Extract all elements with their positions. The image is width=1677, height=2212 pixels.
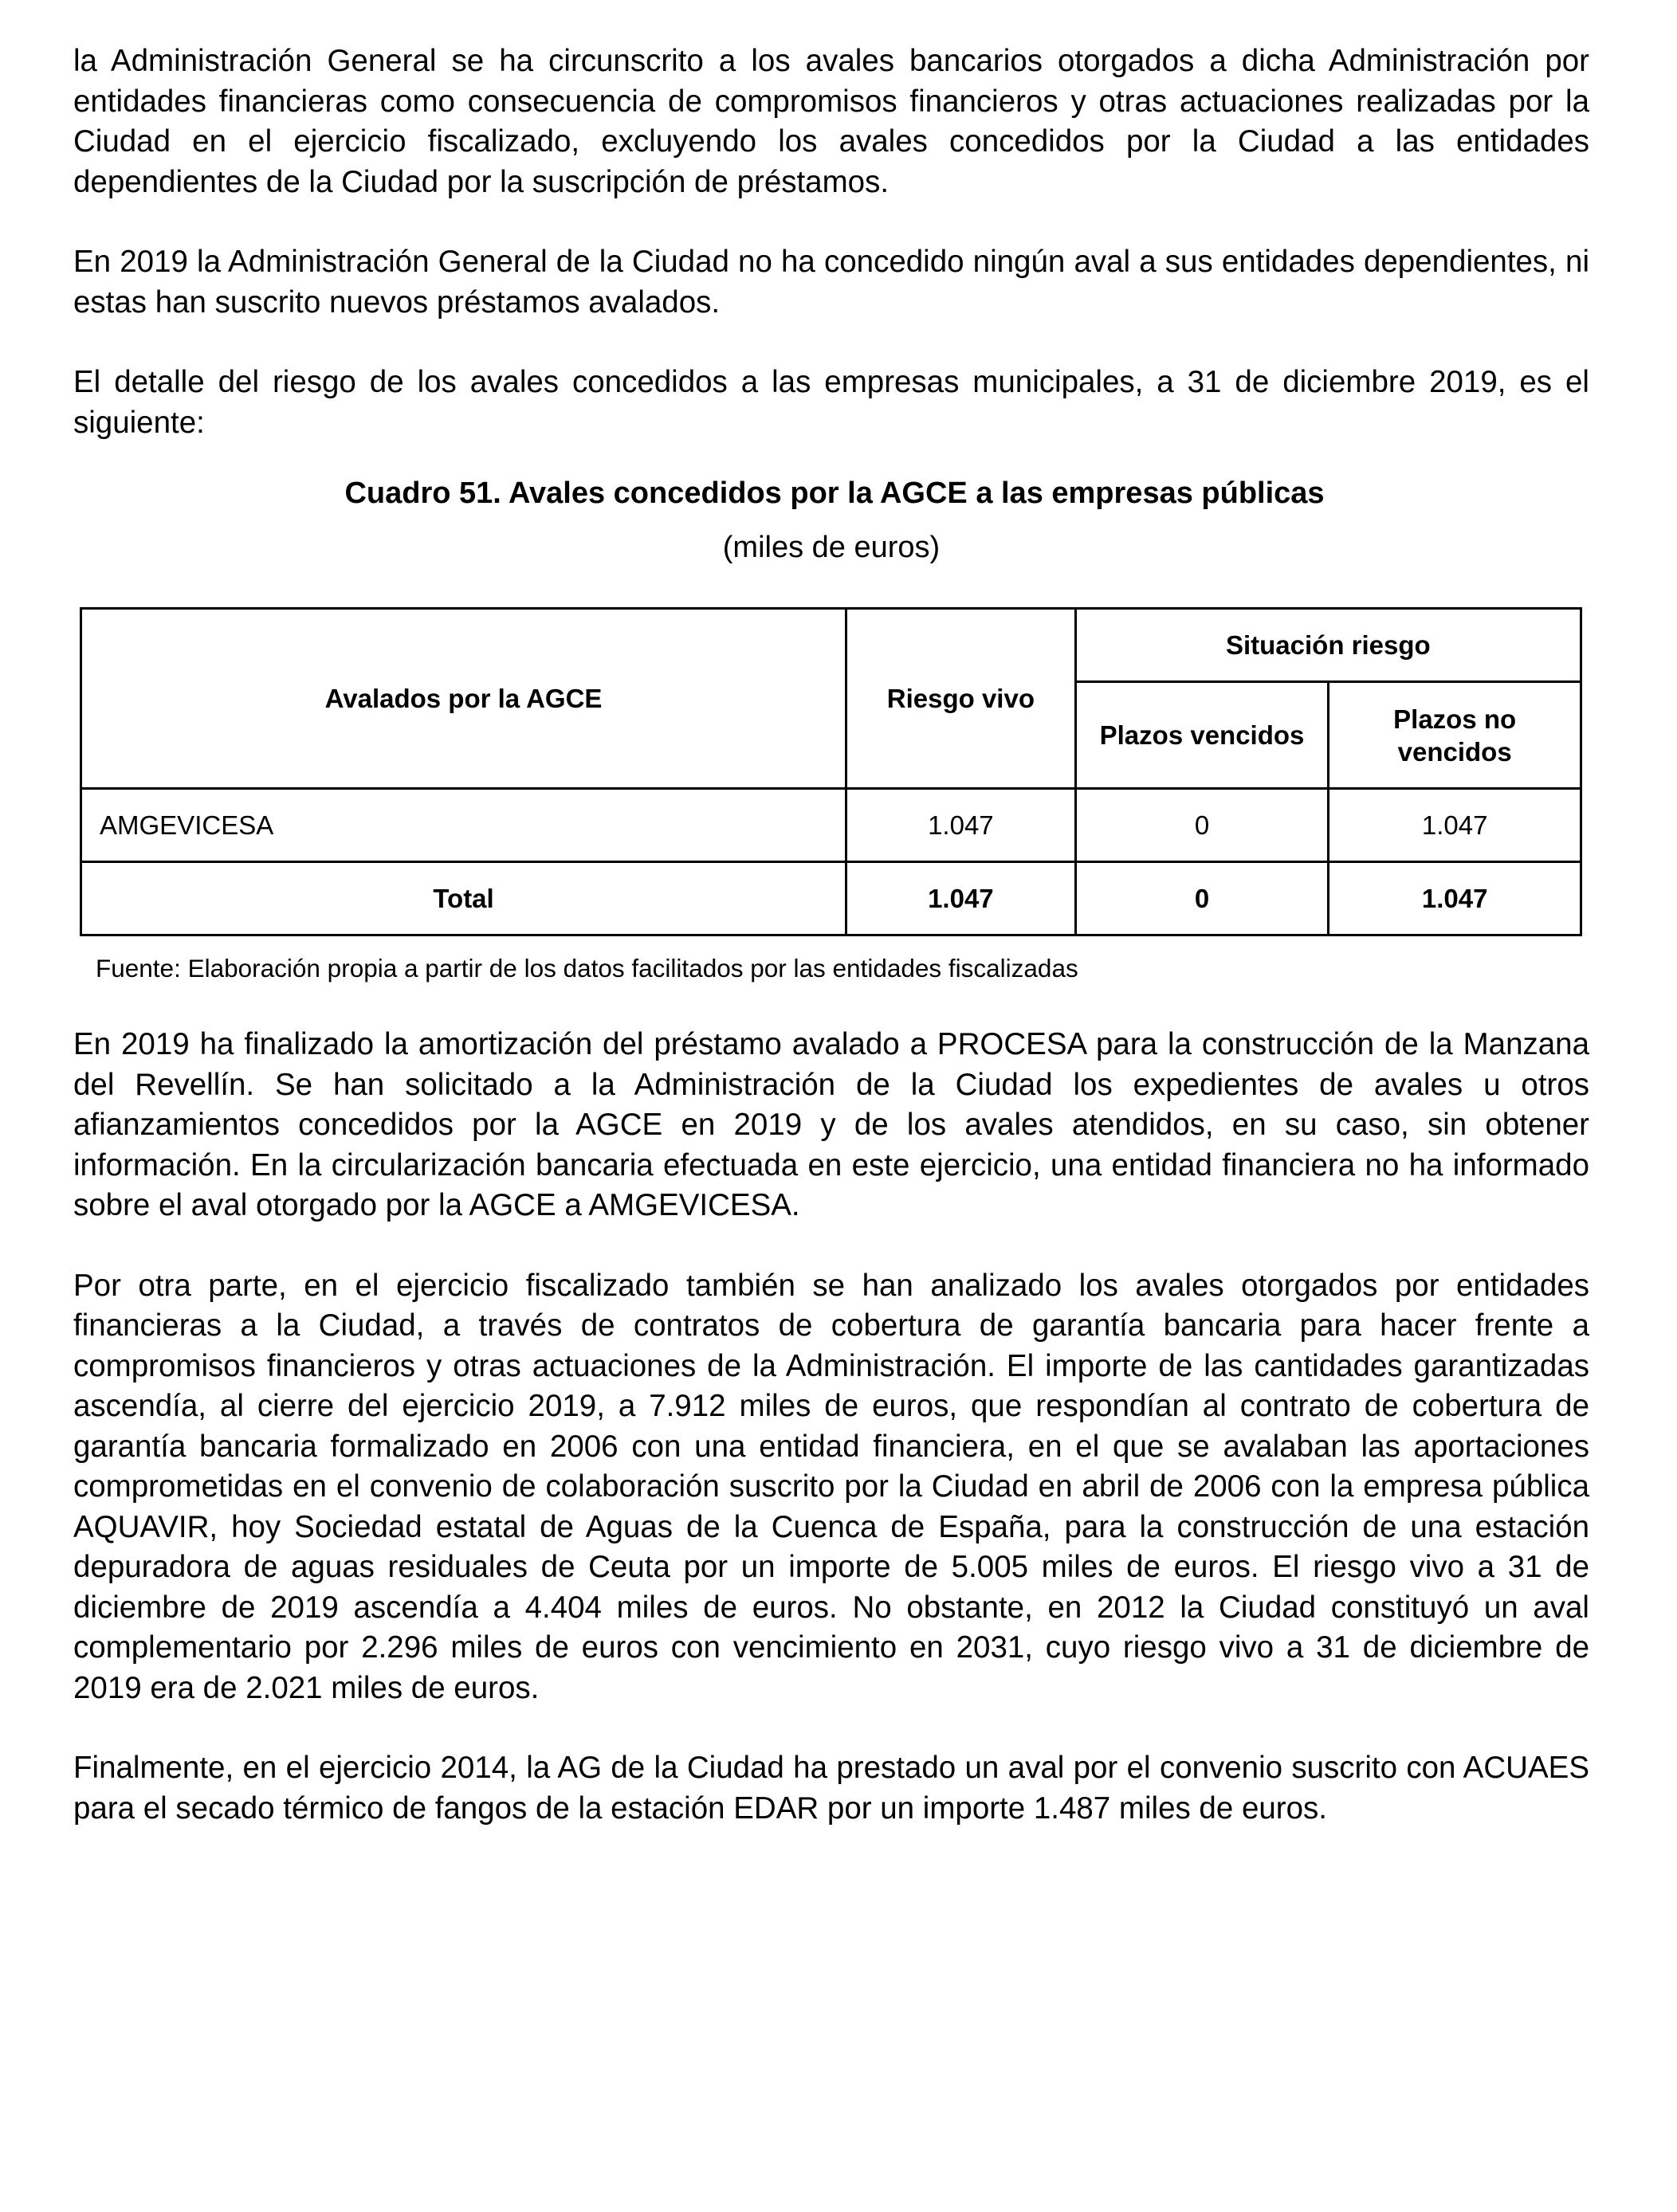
row-riesgo-vivo: 1.047 bbox=[846, 789, 1076, 862]
total-riesgo-vivo: 1.047 bbox=[846, 862, 1076, 935]
table-subtitle: (miles de euros) bbox=[722, 531, 941, 564]
table-title: Cuadro 51. Avales concedidos por la AGCE a las empresas públicas bbox=[344, 477, 1325, 510]
total-plazos-vencidos: 0 bbox=[1075, 862, 1329, 935]
paragraph-procesa: En 2019 ha finalizado la amortización del préstamo avalado a PROCESA para la construcción de la Manzana del Revellín. Se han solicitado a la Administración de la Ciudad los expedientes de avales u otros afianzamientos concedidos por la AGCE en 2019 y de los avales atendidos, en su caso, sin obtener información. En la circularización bancaria efectuada en este ejercicio, una entidad financiera no ha informado sobre el aval otorgado por la AGCE a AMGEVICESA. bbox=[73, 1027, 1589, 1222]
upper-text-block bbox=[73, 41, 1589, 567]
lower-text-block bbox=[73, 1025, 1589, 1829]
total-plazos-no-vencidos: 1.047 bbox=[1329, 862, 1581, 935]
header-plazos-no-vencidos: Plazos no vencidos bbox=[1329, 682, 1581, 789]
total-label: Total bbox=[81, 862, 846, 935]
table-header-row bbox=[81, 609, 1581, 682]
header-situacion-riesgo: Situación riesgo bbox=[1075, 609, 1581, 682]
table-total-row bbox=[81, 862, 1581, 935]
paragraph-no-new-avales: En 2019 la Administración General de la Ciudad no ha concedido ningún aval a sus entidades dependientes, ni estas han suscrito nuevos préstamos avalados. bbox=[73, 245, 1589, 320]
header-riesgo-vivo: Riesgo vivo bbox=[846, 609, 1076, 789]
header-avalados: Avalados por la AGCE bbox=[81, 609, 846, 789]
table-source-note: Fuente: Elaboración propia a partir de los datos facilitados por las entidades fiscalizadas bbox=[96, 954, 1078, 982]
row-plazos-no-vencidos: 1.047 bbox=[1329, 789, 1581, 862]
row-plazos-vencidos: 0 bbox=[1075, 789, 1329, 862]
paragraph-acuaes: Finalmente, en el ejercicio 2014, la AG de la Ciudad ha prestado un aval por el convenio suscrito con ACUAES para el secado térmico de fangos de la estación EDAR por un importe 1.487 miles de euros. bbox=[73, 1751, 1589, 1826]
avales-table bbox=[80, 607, 1582, 936]
paragraph-aquavir: Por otra parte, en el ejercicio fiscalizado también se han analizado los avales otorgados por entidades financieras a la Ciudad, a través de contratos de cobertura de garantía bancaria para hacer frente a compromisos financieros y otras actuaciones de la Administración. El importe de las cantidades garantizadas ascendía, al cierre del ejercicio 2019, a 7.912 miles de euros, que respondían al contrato de cobertura de garantía bancaria formalizado en 2006 con una entidad financiera, en el que se avalaban las aportaciones comprometidas en el convenio de colaboración suscrito por la Ciudad en abril de 2006 con la empresa pública AQUAVIR, hoy Sociedad estatal de Aguas de la Cuenca de España, para la construcción de una estación depuradora de aguas residuales de Ceuta por un importe de 5.005 miles de euros. El riesgo vivo a 31 de diciembre de 2019 ascendía a 4.404 miles de euros. No obstante, en 2012 la Ciudad constituyó un aval complementario por 2.296 miles de euros con vencimiento en 2031, cuyo riesgo vivo a 31 de diciembre de 2019 era de 2.021 miles de euros. bbox=[73, 1268, 1589, 1705]
paragraph-risk-detail-intro: El detalle del riesgo de los avales concedidos a las empresas municipales, a 31 de diciembre 2019, es el siguiente: bbox=[73, 365, 1589, 440]
header-plazos-vencidos: Plazos vencidos bbox=[1075, 682, 1329, 789]
row-name: AMGEVICESA bbox=[81, 789, 846, 862]
table-row bbox=[81, 789, 1581, 862]
paragraph-avales-scope: la Administración General se ha circunscrito a los avales bancarios otorgados a dicha Administración por entidades financieras como consecuencia de compromisos financieros y otras actuaciones realizadas por la Ciudad en el ejercicio fiscalizado, excluyendo los avales concedidos por la Ciudad a las entidades dependientes de la Ciudad por la suscripción de préstamos. bbox=[73, 44, 1589, 199]
